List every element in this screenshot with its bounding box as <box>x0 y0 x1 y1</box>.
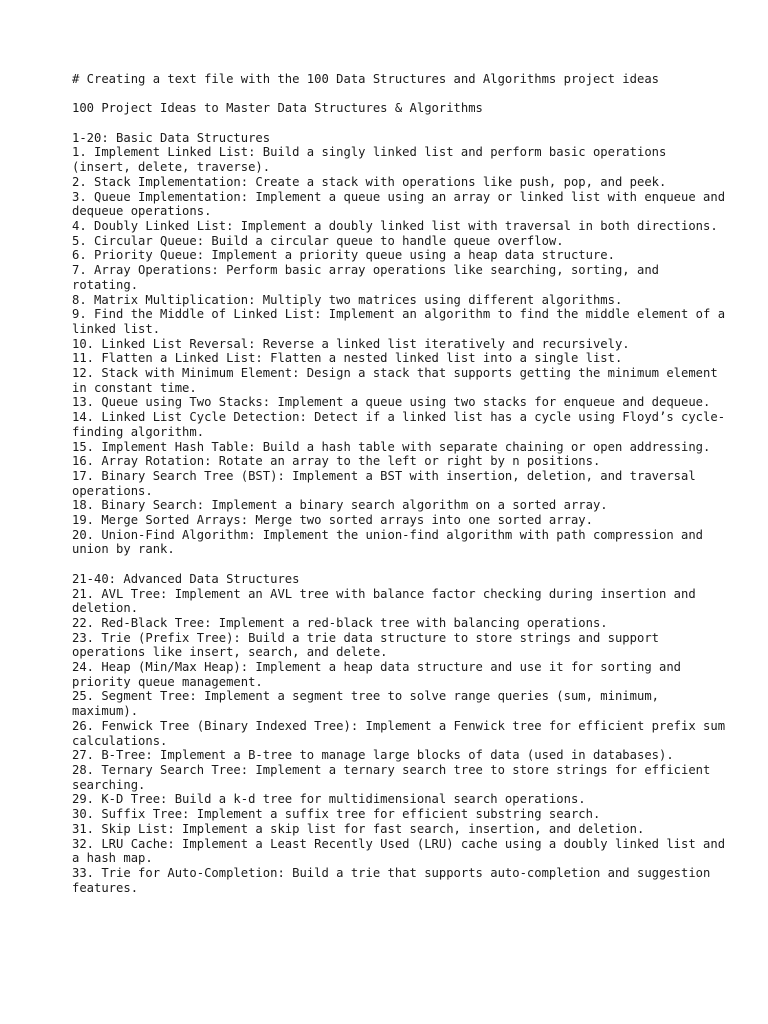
list-item: 5. Circular Queue: Build a circular queue to handle queue overflow. <box>72 233 564 248</box>
list-item: 9. Find the Middle of Linked List: Implement an algorithm to find the middle element of a linked list. <box>72 307 733 336</box>
list-item: 29. K-D Tree: Build a k-d tree for multidimensional search operations. <box>72 792 586 807</box>
list-item: 14. Linked List Cycle Detection: Detect if a linked list has a cycle using Floyd’s cycle-finding algorithm. <box>72 410 726 439</box>
list-item: 23. Trie (Prefix Tree): Build a trie data structure to store strings and support operations like insert, search, and delete. <box>72 630 667 660</box>
blank-line <box>72 116 732 131</box>
list-item: 10. Linked List Reversal: Reverse a linked list iteratively and recursively. <box>72 336 630 351</box>
list-item: 6. Priority Queue: Implement a priority queue using a heap data structure. <box>72 248 615 263</box>
list-item: 1. Implement Linked List: Build a singly linked list and perform basic operations (insert, delete, traverse). <box>72 145 674 175</box>
list-item: 16. Array Rotation: Rotate an array to the left or right by n positions. <box>72 454 601 469</box>
section-heading: 1-20: Basic Data Structures <box>72 130 271 145</box>
list-item: 27. B-Tree: Implement a B-tree to manage large blocks of data (used in databases). <box>72 748 674 763</box>
list-item: 25. Segment Tree: Implement a segment tree to solve range queries (sum, minimum, maximum). <box>72 689 667 719</box>
section-heading: 21-40: Advanced Data Structures <box>72 571 300 586</box>
sections-container <box>72 131 732 896</box>
list-item: 7. Array Operations: Perform basic array operations like searching, sorting, and rotating. <box>72 263 667 292</box>
list-item: 8. Matrix Multiplication: Multiply two matrices using different algorithms. <box>72 292 623 307</box>
list-item: 26. Fenwick Tree (Binary Indexed Tree): Implement a Fenwick tree for efficient prefix sum calculations. <box>72 718 733 748</box>
blank-line <box>72 87 732 102</box>
list-item: 17. Binary Search Tree (BST): Implement a BST with insertion, deletion, and traversal operations. <box>72 468 704 498</box>
document-title: 100 Project Ideas to Master Data Structures & Algorithms <box>72 101 483 116</box>
list-item: 22. Red-Black Tree: Implement a red-black tree with balancing operations. <box>72 615 608 630</box>
list-item: 21. AVL Tree: Implement an AVL tree with balance factor checking during insertion and deletion. <box>72 586 704 616</box>
list-item: 20. Union-Find Algorithm: Implement the union-find algorithm with path compression and union by rank. <box>72 527 711 557</box>
list-item: 2. Stack Implementation: Create a stack with operations like push, pop, and peek. <box>72 174 667 189</box>
list-item: 13. Queue using Two Stacks: Implement a queue using two stacks for enqueue and dequeue. <box>72 395 711 410</box>
list-item: 11. Flatten a Linked List: Flatten a nested linked list into a single list. <box>72 351 623 366</box>
header-comment: # Creating a text file with the 100 Data Structures and Algorithms project ideas <box>72 72 659 86</box>
list-item: 18. Binary Search: Implement a binary search algorithm on a sorted array. <box>72 498 608 513</box>
list-item: 33. Trie for Auto-Completion: Build a trie that supports auto-completion and suggestion features. <box>72 865 718 895</box>
list-item: 31. Skip List: Implement a skip list for fast search, insertion, and deletion. <box>72 821 645 836</box>
document-page <box>72 72 732 895</box>
list-item: 24. Heap (Min/Max Heap): Implement a heap data structure and use it for sorting and priority queue management. <box>72 660 689 689</box>
list-item: 15. Implement Hash Table: Build a hash table with separate chaining or open addressing. <box>72 439 711 454</box>
list-item: 32. LRU Cache: Implement a Least Recently Used (LRU) cache using a doubly linked list and a hash map. <box>72 836 733 866</box>
list-item: 12. Stack with Minimum Element: Design a stack that supports getting the minimum element in constant time. <box>72 366 726 395</box>
list-item: 28. Ternary Search Tree: Implement a ternary search tree to store strings for efficient searching. <box>72 763 718 792</box>
blank-line <box>72 557 732 572</box>
list-item: 19. Merge Sorted Arrays: Merge two sorted arrays into one sorted array. <box>72 513 593 528</box>
list-item: 4. Doubly Linked List: Implement a doubly linked list with traversal in both directions. <box>72 219 718 233</box>
list-item: 3. Queue Implementation: Implement a queue using an array or linked list with enqueue and dequeue operations. <box>72 189 733 219</box>
list-item: 30. Suffix Tree: Implement a suffix tree for efficient substring search. <box>72 807 601 822</box>
